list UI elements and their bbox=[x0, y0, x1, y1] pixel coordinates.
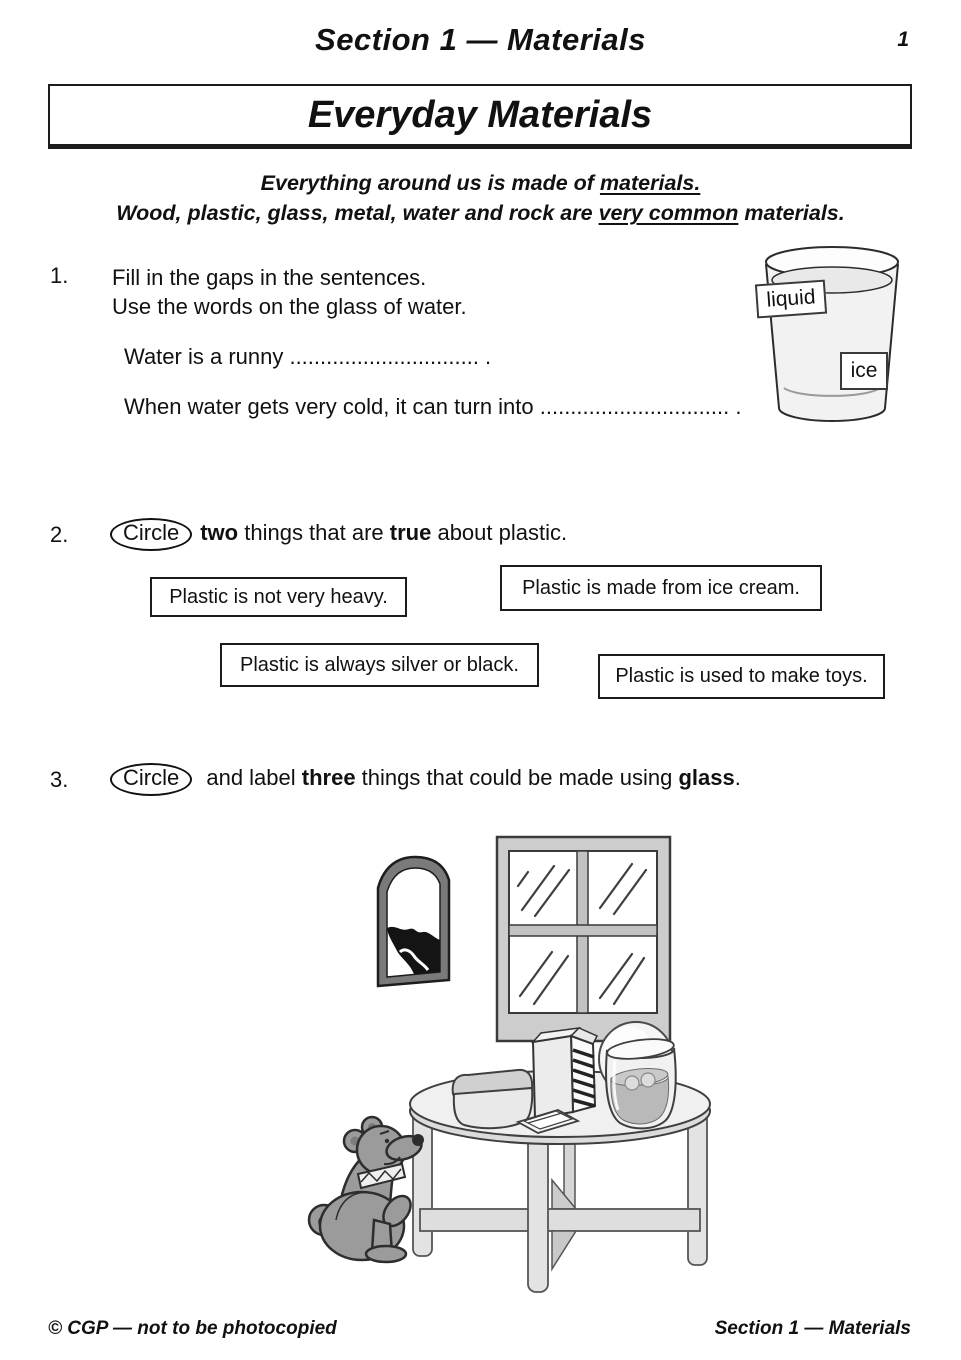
ice-cube bbox=[625, 1076, 639, 1090]
glass-of-drink bbox=[606, 1036, 676, 1128]
page-number: 1 bbox=[897, 28, 909, 51]
section-title: Section 1 — Materials bbox=[315, 22, 646, 57]
q2-number: 2. bbox=[50, 522, 69, 547]
dog-foot bbox=[366, 1246, 406, 1262]
intro-line-2: Wood, plastic, glass, metal, water and rock are very common materials. bbox=[116, 201, 845, 225]
label-liquid: liquid bbox=[755, 280, 827, 319]
q2-option-silver-black: Plastic is always silver or black. bbox=[220, 643, 539, 687]
glass-of-water-figure bbox=[754, 236, 912, 436]
q2-circle-word: Circle bbox=[110, 518, 192, 551]
footer-section: Section 1 — Materials bbox=[714, 1318, 911, 1339]
q2-option-ice-cream: Plastic is made from ice cream. bbox=[500, 565, 822, 611]
room-scene-illustration bbox=[288, 828, 732, 1302]
book bbox=[533, 1028, 597, 1118]
q1-blank-sentence-1: Water is a runny ............................... . bbox=[124, 344, 492, 369]
bread-loaf bbox=[453, 1070, 533, 1128]
footer-copyright: © CGP — not to be photocopied bbox=[48, 1318, 337, 1339]
q2-option-make-toys: Plastic is used to make toys. bbox=[598, 654, 885, 699]
glass-of-water-illustration bbox=[754, 236, 912, 436]
q1-number: 1. bbox=[50, 263, 69, 288]
q1-prompt: Fill in the gaps in the sentences. Use the words on the glass of water. bbox=[112, 265, 467, 319]
q3-prompt: Circle and label three things that could be made using glass. bbox=[110, 763, 741, 796]
dog-eye bbox=[385, 1139, 389, 1143]
q3-number: 3. bbox=[50, 767, 69, 792]
dog bbox=[309, 1117, 425, 1262]
ice-cube bbox=[641, 1073, 655, 1087]
room-scene-figure bbox=[288, 828, 732, 1302]
q1-blank-sentence-2: When water gets very cold, it can turn into ............................... . bbox=[124, 394, 742, 419]
dog-nose bbox=[412, 1134, 424, 1146]
q2-prompt: Circle two things that are true about plastic. bbox=[110, 518, 567, 551]
intro-text bbox=[0, 168, 961, 228]
mirror bbox=[378, 857, 449, 986]
page-title: Everyday Materials bbox=[307, 93, 653, 136]
label-ice: ice bbox=[840, 352, 888, 390]
title-box bbox=[48, 84, 912, 149]
q3-circle-word: Circle bbox=[110, 763, 192, 796]
window bbox=[497, 837, 670, 1041]
q2-option-not-heavy: Plastic is not very heavy. bbox=[150, 577, 407, 617]
intro-line-1: Everything around us is made of materials. bbox=[260, 171, 701, 195]
